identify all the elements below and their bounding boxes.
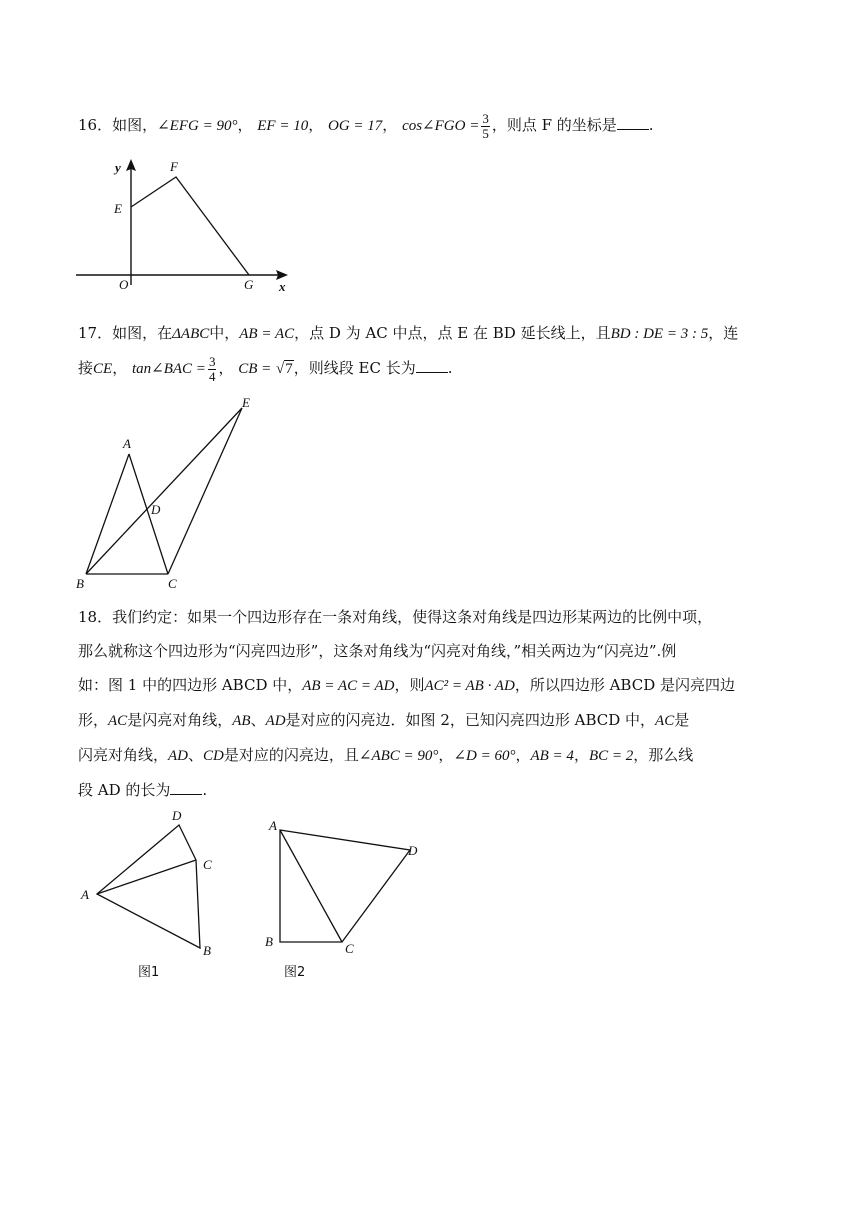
q17-text-3: ，点 D 为 AC 中点，点 E 在 BD 延长线上，且 bbox=[294, 324, 611, 342]
q18-line-3 bbox=[78, 668, 782, 703]
q17-text-1: 如图，在 bbox=[112, 324, 173, 342]
q17-cb-lhs: CB = bbox=[238, 361, 272, 377]
q17-tan-fraction bbox=[208, 355, 217, 384]
q18-l3a: 如：图 1 中的四边形 ABCD 中， bbox=[78, 676, 303, 694]
q18-figure-1 bbox=[76, 805, 226, 985]
q18-l5g: ， bbox=[438, 746, 454, 764]
q18-l5b: AD bbox=[168, 748, 189, 764]
q16-cos-num: 3 bbox=[482, 110, 489, 126]
q16-label-g: G bbox=[244, 277, 254, 292]
question-17 bbox=[78, 316, 782, 386]
q16-label-f: F bbox=[170, 159, 178, 174]
question-18 bbox=[78, 600, 782, 807]
q17-text-6: ， bbox=[112, 359, 128, 377]
q18-l4d: AB bbox=[232, 713, 251, 729]
q18-fig2-label-a: A bbox=[269, 818, 277, 833]
q17-cb-radicand: 7 bbox=[285, 361, 293, 377]
q18-figure-2 bbox=[262, 815, 437, 985]
q18-fig2-label-c: C bbox=[345, 941, 354, 956]
q18-fig1-label-c: C bbox=[203, 857, 212, 872]
q18-line-6 bbox=[78, 773, 782, 807]
q17-label-a: A bbox=[123, 436, 131, 451]
q18-l3-eq: AB = AC = AD bbox=[302, 678, 395, 694]
q17-text-2: 中， bbox=[209, 324, 240, 342]
q18-fig1-label-b: B bbox=[203, 943, 211, 958]
q17-label-c: C bbox=[168, 576, 177, 591]
q16-answer-blank[interactable] bbox=[617, 115, 649, 130]
q17-tan-den: 4 bbox=[208, 368, 216, 384]
q18-end: . bbox=[202, 781, 208, 799]
q17-line-1 bbox=[78, 316, 782, 351]
q18-l4i: 是 bbox=[674, 711, 690, 729]
q18-l5j: AB = 4 bbox=[530, 748, 574, 764]
q18-l5f: ∠ABC = 90° bbox=[358, 748, 439, 764]
q18-l5m: ，那么线 bbox=[633, 746, 694, 764]
q16-cos-den: 5 bbox=[482, 125, 489, 141]
q18-l5a: 闪亮对角线， bbox=[78, 746, 169, 764]
question-16 bbox=[78, 108, 782, 143]
q18-fig2-label-d: D bbox=[408, 843, 418, 858]
q18-line-1 bbox=[78, 600, 782, 634]
q18-line-2: 那么就称这个四边形为“闪亮四边形”，这条对角线为“闪亮对角线，”相关两边为“闪亮边”.例 bbox=[78, 642, 677, 660]
q16-figure bbox=[70, 155, 300, 295]
q18-answer-blank[interactable] bbox=[170, 780, 202, 795]
q18-l4h: AC bbox=[655, 713, 675, 729]
q17-ab-ac: AB = AC bbox=[239, 326, 295, 342]
q16-text-2: ，则点 F 的坐标是 bbox=[491, 116, 617, 134]
q16-angle: ∠EFG = 90° bbox=[157, 118, 238, 134]
q17-cb-sqrt: √7 bbox=[276, 361, 293, 377]
q17-label-b: B bbox=[76, 576, 84, 591]
q18-l5h: ∠D = 60° bbox=[453, 748, 516, 764]
q18-fig2-caption: 图2 bbox=[284, 965, 306, 980]
q18-line-4 bbox=[78, 703, 782, 738]
q18-fig1-label-a: A bbox=[81, 887, 89, 902]
q17-ratio: BD : DE = 3 : 5 bbox=[610, 326, 709, 342]
q18-l5e: 是对应的闪亮边，且 bbox=[223, 746, 359, 764]
q18-fig1-label-d: D bbox=[172, 808, 182, 823]
q18-fig2-label-b: B bbox=[265, 934, 273, 949]
q17-triangle: ΔABC bbox=[172, 326, 210, 342]
q17-number: 17． bbox=[78, 324, 113, 342]
q18-l4e: 、 bbox=[250, 711, 266, 729]
q18-fig1-caption: 图1 bbox=[138, 965, 160, 980]
q16-ef: EF = 10 bbox=[257, 118, 309, 134]
q16-cos-fraction bbox=[481, 112, 490, 141]
q18-l4c: 是闪亮对角线， bbox=[127, 711, 233, 729]
q16-og: OG = 17 bbox=[327, 118, 383, 134]
q18-l5i: ， bbox=[515, 746, 531, 764]
q18-l4f: AD bbox=[265, 713, 286, 729]
q16-label-y: y bbox=[115, 160, 121, 175]
q18-line-1-text: 我们约定：如果一个四边形存在一条对角线，使得这条对角线是四边形某两边的比例中项， bbox=[112, 608, 713, 626]
q18-l4b: AC bbox=[108, 713, 128, 729]
q16-end: . bbox=[648, 116, 654, 134]
q17-line-2: 接CE， tan∠BAC = $\frac{3}{4}$ ， CB = √7，则线段 EC 长为 . bbox=[78, 353, 453, 384]
q18-l3b: ，则 bbox=[394, 676, 425, 694]
q18-l6a: 段 AD 的长为 bbox=[78, 781, 171, 799]
q16-text-1: 如图， bbox=[112, 116, 158, 134]
q18-l3c: AC² = AB · AD bbox=[424, 678, 515, 694]
q16-label-e: E bbox=[114, 201, 122, 216]
q17-tan-num: 3 bbox=[208, 353, 216, 369]
q18-l5c: 、 bbox=[188, 746, 204, 764]
q16-number: 16． bbox=[78, 116, 113, 134]
q18-number: 18． bbox=[78, 608, 113, 626]
q18-l4a: 形， bbox=[78, 711, 109, 729]
q18-line-5 bbox=[78, 738, 782, 773]
q17-answer-blank[interactable] bbox=[416, 358, 448, 373]
q18-l5l: BC = 2 bbox=[588, 748, 634, 764]
q16-label-o: O bbox=[119, 277, 129, 292]
q17-ce: CE bbox=[93, 361, 113, 377]
q17-text-4: ，连 bbox=[708, 324, 739, 342]
q17-tan-lhs: tan∠BAC = bbox=[131, 361, 206, 377]
q17-text-7: ，则线段 EC 长为 bbox=[293, 359, 416, 377]
q18-l5d: CD bbox=[203, 748, 224, 764]
q17-label-d: D bbox=[151, 502, 161, 517]
q17-end: . bbox=[447, 359, 453, 377]
q16-label-x: x bbox=[279, 279, 286, 294]
q16-text: 16．如图，∠EFG = 90°， EF = 10， OG = 17， cos∠FGO = $\frac{3}{5}$ ，则点 F 的坐标是 . bbox=[78, 110, 654, 141]
q17-figure bbox=[70, 392, 270, 592]
q18-l5k: ， bbox=[573, 746, 589, 764]
q18-l3d: ，所以四边形 ABCD 是闪亮四边 bbox=[514, 676, 735, 694]
q16-cos-lhs: cos∠FGO = bbox=[402, 118, 480, 134]
q17-label-e: E bbox=[242, 395, 250, 410]
q17-text-5: 接 bbox=[78, 359, 94, 377]
q18-l4g: 是对应的闪亮边．如图 2，已知闪亮四边形 ABCD 中， bbox=[285, 711, 656, 729]
